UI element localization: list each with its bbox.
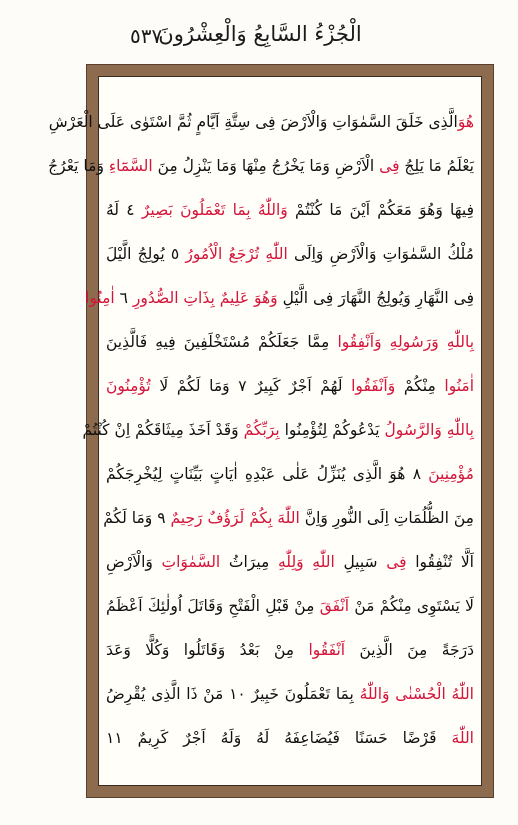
verse-text-block (48, 100, 475, 760)
highlighted-text: اللّٰهَ بِكُمْ لَرَؤُفٌ رَحِيمٌ (170, 509, 300, 527)
verse-line (106, 672, 474, 716)
verse-text: لَا يَسْتَوِى مِنْكُمْ مَنْ (349, 597, 474, 615)
highlighted-text: بِاللّٰهِ وَالرَّسُولُ (384, 421, 474, 439)
verse-text: مِنَ الظُّلُمَاتِ اِلَى النُّورِ وَاِنَّ (299, 509, 474, 527)
verse-line (48, 100, 474, 144)
verse-text: مِنْ قَبْلِ الْفَتْحِ وَقَاتَلَ اُولٰئِكَ اَعْظَمُ (106, 597, 320, 615)
highlighted-text: اَنْفَقَ (319, 597, 350, 615)
verse-text: ٥ يُولِجُ الَّيْلَ (106, 245, 186, 263)
verse-text: يَدْعُوكُمْ لِتُؤْمِنُوا (279, 421, 385, 439)
verse-text: وَقَدْ اَخَذَ مِيثَاقَكُمْ اِنْ كُنْتُمْ (82, 421, 244, 439)
highlighted-text: وَاللّٰهُ بِمَا تَعْمَلُونَ بَصِيرٌ (141, 201, 288, 219)
highlighted-text: بِرَبِّكُمْ (243, 421, 280, 439)
verse-line (106, 540, 474, 584)
verse-text: وَمَا يَعْرُجُ (48, 157, 109, 175)
verse-text: مُلْكُ السَّمٰوَاتِ وَالْاَرْضِ وَاِلَى (287, 245, 474, 263)
verse-line (106, 716, 474, 760)
verse-text: وَالْاَرْضِ (106, 553, 162, 571)
highlighted-text: اللّٰهَ (451, 729, 474, 747)
highlighted-text: تُؤْمِنُونَ (106, 377, 151, 395)
highlighted-text: مُؤْمِنِينَ (428, 465, 474, 483)
verse-line (106, 232, 474, 276)
verse-text: مِنْ بَعْدُ وَقَاتَلُوا وَكُلًّا وَعَدَ (106, 641, 309, 659)
highlighted-text: بِاللّٰهِ وَرَسُولِهِ وَاَنْفِقُوا (337, 333, 475, 351)
verse-text: ٩ وَمَا لَكُمْ (103, 509, 171, 527)
verse-line (106, 452, 474, 496)
verse-line (48, 144, 474, 188)
verse-text: ٤ لَهُ (106, 201, 142, 219)
verse-line (106, 584, 474, 628)
verse-line (106, 320, 474, 364)
verse-line (106, 364, 474, 408)
verse-text: يَعْلَمُ مَا يَلِجُ (399, 157, 474, 175)
verse-text: قَرْضًا حَسَنًا فَيُضَاعِفَهُ لَهُ وَلَهُ اَجْرٌ كَرِيمٌ ١١ (106, 729, 452, 747)
verse-text: فِى النَّهَارِ وَيُولِجُ النَّهَارَ فِى الَّيْلِ (277, 289, 474, 307)
highlighted-text: اَنْفَقُوا (308, 641, 346, 659)
verse-text: دَرَجَةً مِنَ الَّذِينَ (345, 641, 474, 659)
verse-text: ٨ هُوَ الَّذِى يُنَزِّلُ عَلٰى عَبْدِهِ اٰيَاتٍ بَيِّنَاتٍ لِيُخْرِجَكُمْ (106, 465, 429, 483)
highlighted-text: اللّٰهِ وَلِلّٰهِ (278, 553, 335, 571)
verse-line (103, 496, 474, 540)
verse-text: الَّذِى خَلَقَ السَّمٰوَاتِ وَالْاَرْضَ فِى سِتَّةِ اَيَّامٍ ثُمَّ اسْتَوٰى عَلَى الْعَرْشِ (48, 113, 458, 131)
highlighted-text: فِى (386, 553, 407, 571)
verse-line (106, 628, 474, 672)
juz-title: الْجُزْءُ السَّابِعُ وَالْعِشْرُونَ (158, 22, 362, 46)
highlighted-text: السَّمٰوَاتِ (161, 553, 221, 571)
verse-text: ٦ (114, 289, 133, 307)
verse-text: لَهُمْ اَجْرٌ كَبِيرٌ ٧ وَمَا لَكُمْ لَا (150, 377, 352, 395)
verse-text: مِمَّا جَعَلَكُمْ مُسْتَخْلَفِينَ فِيهِ فَالَّذِينَ (106, 333, 338, 351)
highlighted-text: السَّمَٓاءِ (108, 157, 153, 175)
highlighted-text: هُوَ (457, 113, 474, 131)
highlighted-text: اٰمِنُوا (85, 289, 115, 307)
page-number: ٥٣٧ (130, 24, 163, 48)
highlighted-text: اٰمَنُوا (444, 377, 475, 395)
verse-text: بِمَا تَعْمَلُونَ خَبِيرٌ ١٠ مَنْ ذَا الَّذِى يُقْرِضُ (106, 685, 360, 703)
highlighted-text: اللّٰهِ تُرْجَعُ الْاُمُورُ (185, 245, 288, 263)
verse-text: الْاَرْضِ وَمَا يَخْرُجُ مِنْهَا وَمَا يَنْزِلُ مِنَ (152, 157, 380, 175)
verse-line (85, 276, 474, 320)
highlighted-text: فِى (379, 157, 400, 175)
highlighted-text: وَهُوَ عَلِيمٌ بِذَاتِ الصُّدُورِ (132, 289, 278, 307)
verse-line (82, 408, 474, 452)
verse-text: مِنْكُمْ (395, 377, 445, 395)
verse-text: فِيهَا وَهُوَ مَعَكُمْ اَيْنَ مَا كُنْتُمْ (287, 201, 474, 219)
verse-text: مِيرَاثُ (220, 553, 278, 571)
highlighted-text: وَاَنْفَقُوا (351, 377, 396, 395)
verse-text: اَلَّا تُنْفِقُوا (406, 553, 474, 571)
highlighted-text: اللّٰهُ الْحُسْنٰى وَاللّٰهُ (359, 685, 474, 703)
verse-text: سَبِيلِ (334, 553, 387, 571)
verse-line (106, 188, 474, 232)
